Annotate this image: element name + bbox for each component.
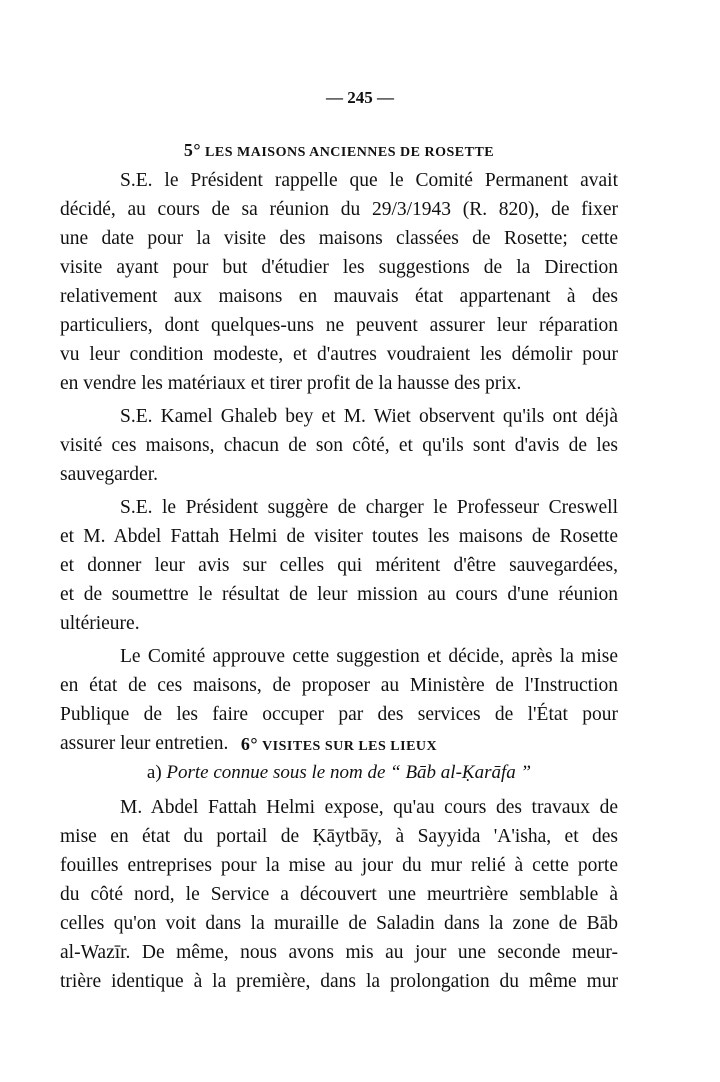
text-line: vu leur condition modeste, et d'autres voudraient les démolir pour	[60, 344, 618, 365]
text-line: visite ayant pour but d'étudier les suggestions de la Direction	[60, 257, 618, 278]
section-6-heading	[60, 734, 618, 755]
text-line: al-Wazīr. De même, nous avons mis au jour une seconde meur-	[60, 942, 618, 963]
text-line: S.E. le Président rappelle que le Comité Permanent avait	[120, 170, 618, 191]
text-line: S.E. Kamel Ghaleb bey et M. Wiet observent qu'ils ont déjà	[120, 406, 618, 427]
text-line: Publique de les faire occuper par des services de l'État pour	[60, 704, 618, 725]
subsection-title: Porte connue sous le nom de “ Bāb al-Ḳarāfa ”	[166, 762, 532, 783]
text-line: particuliers, dont quelques-uns ne peuvent assurer leur réparation	[60, 315, 618, 336]
text-line: S.E. le Président suggère de charger le Professeur Creswell	[120, 497, 618, 518]
section-title: LES MAISONS ANCIENNES DE ROSETTE	[205, 145, 495, 160]
section-number: 5°	[183, 140, 202, 160]
text-line: et donner leur avis sur celles qui méritent d'être sauvegardées,	[60, 555, 618, 576]
section-5-body	[60, 166, 618, 762]
paragraph	[60, 793, 618, 996]
paragraph	[60, 402, 618, 489]
text-line: une date pour la visite des maisons classées de Rosette; cette	[60, 228, 618, 249]
section-title: VISITES SUR LES LIEUX	[262, 739, 438, 754]
text-line: fouilles entreprises pour la mise au jour du mur relié à cette porte	[60, 855, 618, 876]
text-line: sauvegarder.	[60, 464, 158, 485]
text-line: en vendre les matériaux et tirer profit de la hausse des prix.	[60, 373, 522, 394]
text-line: relativement aux maisons en mauvais état appartenant à des	[60, 286, 618, 307]
text-line: en état de ces maisons, de proposer au Ministère de l'Instruction	[60, 675, 618, 696]
paragraph	[60, 166, 618, 398]
page-number: — 245 —	[326, 88, 394, 107]
text-line: visité ces maisons, chacun de son côté, et qu'ils sont d'avis de les	[60, 435, 618, 456]
text-line: trière identique à la première, dans la prolongation du même mur	[60, 971, 618, 992]
text-line: et M. Abdel Fattah Helmi de visiter toutes les maisons de Rosette	[60, 526, 618, 547]
paragraph	[60, 493, 618, 638]
text-line: Le Comité approuve cette suggestion et décide, après la mise	[120, 646, 618, 667]
subsection-label: a)	[146, 762, 162, 783]
text-line: et de soumettre le résultat de leur mission au cours d'une réunion	[60, 584, 618, 605]
text-line: ultérieure.	[60, 613, 140, 634]
text-line: celles qu'on voit dans la muraille de Saladin dans la zone de Bāb	[60, 913, 618, 934]
section-6-body	[60, 793, 618, 1000]
section-5-heading	[60, 140, 618, 161]
text-line: mise en état du portail de Ḳāytbāy, à Sayyida 'A'isha, et des	[60, 826, 618, 847]
text-line: M. Abdel Fattah Helmi expose, qu'au cours des travaux de	[120, 797, 618, 818]
text-line: du côté nord, le Service a découvert une meurtrière semblable à	[60, 884, 618, 905]
subsection-heading	[60, 762, 618, 784]
section-number: 6°	[240, 734, 259, 754]
text-line: décidé, au cours de sa réunion du 29/3/1943 (R. 820), de fixer	[60, 199, 618, 220]
text-line: assurer leur entretien.	[60, 733, 229, 754]
